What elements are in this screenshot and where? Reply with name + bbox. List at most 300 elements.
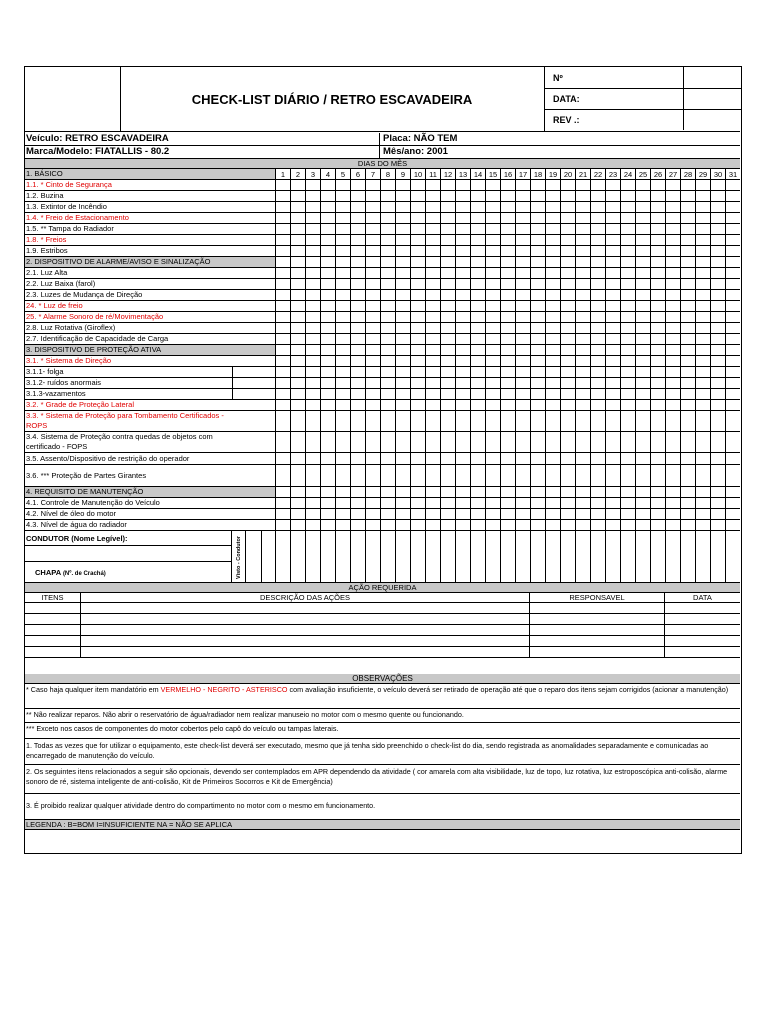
day-check-cell[interactable] xyxy=(380,378,395,388)
day-check-cell[interactable] xyxy=(725,498,740,508)
day-check-cell[interactable] xyxy=(635,213,650,223)
day-check-cell[interactable] xyxy=(635,334,650,344)
day-check-cell[interactable] xyxy=(620,290,635,300)
driver-signature-cell[interactable] xyxy=(455,531,470,582)
day-check-cell[interactable] xyxy=(650,257,665,267)
day-check-cell[interactable] xyxy=(680,356,695,366)
day-check-cell[interactable] xyxy=(365,367,380,377)
day-check-cell[interactable] xyxy=(470,191,485,201)
day-check-cell[interactable] xyxy=(710,235,725,245)
day-check-cell[interactable] xyxy=(275,345,290,355)
day-check-cell[interactable] xyxy=(365,400,380,410)
day-check-cell[interactable] xyxy=(350,356,365,366)
day-check-cell[interactable] xyxy=(545,389,560,399)
driver-signature-cell[interactable] xyxy=(425,531,440,582)
day-check-cell[interactable] xyxy=(380,509,395,519)
day-check-cell[interactable] xyxy=(620,246,635,256)
day-check-cell[interactable] xyxy=(470,290,485,300)
day-check-cell[interactable] xyxy=(560,356,575,366)
day-check-cell[interactable] xyxy=(575,389,590,399)
day-check-cell[interactable] xyxy=(680,235,695,245)
action-date-cell[interactable] xyxy=(664,603,740,614)
day-check-cell[interactable] xyxy=(665,290,680,300)
day-check-cell[interactable] xyxy=(710,279,725,289)
day-check-cell[interactable] xyxy=(485,520,500,530)
day-check-cell[interactable] xyxy=(335,498,350,508)
day-check-cell[interactable] xyxy=(485,367,500,377)
day-check-cell[interactable] xyxy=(485,290,500,300)
day-check-cell[interactable] xyxy=(605,367,620,377)
day-check-cell[interactable] xyxy=(665,520,680,530)
day-check-cell[interactable] xyxy=(440,453,455,464)
day-check-cell[interactable] xyxy=(620,301,635,311)
driver-signature-cell[interactable] xyxy=(470,531,485,582)
day-check-cell[interactable] xyxy=(590,246,605,256)
day-check-cell[interactable] xyxy=(710,487,725,497)
day-check-cell[interactable] xyxy=(305,180,320,190)
day-check-cell[interactable] xyxy=(515,301,530,311)
day-check-cell[interactable] xyxy=(650,334,665,344)
day-check-cell[interactable] xyxy=(665,312,680,322)
day-check-cell[interactable] xyxy=(395,389,410,399)
day-check-cell[interactable] xyxy=(335,257,350,267)
day-check-cell[interactable] xyxy=(380,345,395,355)
day-check-cell[interactable] xyxy=(290,323,305,333)
day-check-cell[interactable] xyxy=(335,279,350,289)
day-check-cell[interactable] xyxy=(380,356,395,366)
day-check-cell[interactable] xyxy=(275,268,290,278)
day-check-cell[interactable] xyxy=(665,268,680,278)
day-check-cell[interactable] xyxy=(725,520,740,530)
day-check-cell[interactable] xyxy=(620,202,635,212)
day-check-cell[interactable] xyxy=(410,202,425,212)
day-check-cell[interactable] xyxy=(410,389,425,399)
day-check-cell[interactable] xyxy=(440,213,455,223)
day-check-cell[interactable] xyxy=(455,246,470,256)
day-check-cell[interactable] xyxy=(410,334,425,344)
day-check-cell[interactable] xyxy=(485,268,500,278)
driver-signature-cell[interactable] xyxy=(620,531,635,582)
day-check-cell[interactable] xyxy=(395,411,410,431)
day-check-cell[interactable] xyxy=(470,334,485,344)
day-check-cell[interactable] xyxy=(485,432,500,452)
action-date-cell[interactable] xyxy=(664,625,740,636)
day-check-cell[interactable] xyxy=(680,224,695,234)
day-check-cell[interactable] xyxy=(350,312,365,322)
day-check-cell[interactable] xyxy=(560,279,575,289)
day-check-cell[interactable] xyxy=(440,202,455,212)
day-check-cell[interactable] xyxy=(320,356,335,366)
day-check-cell[interactable] xyxy=(350,224,365,234)
action-item-cell[interactable] xyxy=(25,625,80,636)
day-check-cell[interactable] xyxy=(425,345,440,355)
day-check-cell[interactable] xyxy=(635,400,650,410)
day-check-cell[interactable] xyxy=(485,345,500,355)
day-check-cell[interactable] xyxy=(680,453,695,464)
day-check-cell[interactable] xyxy=(725,334,740,344)
day-check-cell[interactable] xyxy=(665,498,680,508)
day-check-cell[interactable] xyxy=(545,224,560,234)
day-check-cell[interactable] xyxy=(410,224,425,234)
day-check-cell[interactable] xyxy=(650,378,665,388)
day-check-cell[interactable] xyxy=(425,213,440,223)
day-check-cell[interactable] xyxy=(590,323,605,333)
day-check-cell[interactable] xyxy=(665,400,680,410)
day-check-cell[interactable] xyxy=(725,246,740,256)
day-check-cell[interactable] xyxy=(350,411,365,431)
day-check-cell[interactable] xyxy=(470,235,485,245)
day-check-cell[interactable] xyxy=(575,312,590,322)
day-check-cell[interactable] xyxy=(335,432,350,452)
day-check-cell[interactable] xyxy=(425,268,440,278)
day-check-cell[interactable] xyxy=(605,356,620,366)
day-check-cell[interactable] xyxy=(590,411,605,431)
day-check-cell[interactable] xyxy=(395,487,410,497)
day-check-cell[interactable] xyxy=(500,290,515,300)
day-check-cell[interactable] xyxy=(530,312,545,322)
day-check-cell[interactable] xyxy=(380,257,395,267)
day-check-cell[interactable] xyxy=(290,180,305,190)
day-check-cell[interactable] xyxy=(590,432,605,452)
day-check-cell[interactable] xyxy=(635,180,650,190)
day-check-cell[interactable] xyxy=(680,290,695,300)
day-check-cell[interactable] xyxy=(650,235,665,245)
day-check-cell[interactable] xyxy=(515,400,530,410)
day-check-cell[interactable] xyxy=(365,323,380,333)
day-check-cell[interactable] xyxy=(425,520,440,530)
day-check-cell[interactable] xyxy=(425,279,440,289)
day-check-cell[interactable] xyxy=(665,191,680,201)
day-check-cell[interactable] xyxy=(560,520,575,530)
day-check-cell[interactable] xyxy=(410,453,425,464)
day-check-cell[interactable] xyxy=(395,235,410,245)
day-check-cell[interactable] xyxy=(425,411,440,431)
day-check-cell[interactable] xyxy=(695,453,710,464)
day-check-cell[interactable] xyxy=(275,279,290,289)
day-check-cell[interactable] xyxy=(290,312,305,322)
driver-signature-cell[interactable] xyxy=(335,531,350,582)
action-item-cell[interactable] xyxy=(25,647,80,658)
day-check-cell[interactable] xyxy=(725,356,740,366)
day-check-cell[interactable] xyxy=(275,453,290,464)
day-check-cell[interactable] xyxy=(350,367,365,377)
day-check-cell[interactable] xyxy=(320,432,335,452)
day-check-cell[interactable] xyxy=(650,213,665,223)
day-check-cell[interactable] xyxy=(320,509,335,519)
day-check-cell[interactable] xyxy=(275,290,290,300)
day-check-cell[interactable] xyxy=(365,509,380,519)
day-check-cell[interactable] xyxy=(710,378,725,388)
driver-signature-cell[interactable] xyxy=(395,531,410,582)
day-check-cell[interactable] xyxy=(275,367,290,377)
day-check-cell[interactable] xyxy=(500,345,515,355)
day-check-cell[interactable] xyxy=(710,301,725,311)
day-check-cell[interactable] xyxy=(425,334,440,344)
day-check-cell[interactable] xyxy=(425,378,440,388)
day-check-cell[interactable] xyxy=(695,290,710,300)
day-check-cell[interactable] xyxy=(365,290,380,300)
day-check-cell[interactable] xyxy=(515,180,530,190)
day-check-cell[interactable] xyxy=(425,400,440,410)
day-check-cell[interactable] xyxy=(500,356,515,366)
day-check-cell[interactable] xyxy=(695,301,710,311)
day-check-cell[interactable] xyxy=(305,453,320,464)
day-check-cell[interactable] xyxy=(650,367,665,377)
day-check-cell[interactable] xyxy=(560,378,575,388)
day-check-cell[interactable] xyxy=(665,334,680,344)
action-item-cell[interactable] xyxy=(25,614,80,625)
day-check-cell[interactable] xyxy=(725,213,740,223)
day-check-cell[interactable] xyxy=(725,180,740,190)
day-check-cell[interactable] xyxy=(635,520,650,530)
day-check-cell[interactable] xyxy=(530,180,545,190)
day-check-cell[interactable] xyxy=(665,411,680,431)
day-check-cell[interactable] xyxy=(515,432,530,452)
day-check-cell[interactable] xyxy=(680,257,695,267)
day-check-cell[interactable] xyxy=(605,213,620,223)
day-check-cell[interactable] xyxy=(530,487,545,497)
day-check-cell[interactable] xyxy=(455,290,470,300)
day-check-cell[interactable] xyxy=(335,411,350,431)
day-check-cell[interactable] xyxy=(365,432,380,452)
day-check-cell[interactable] xyxy=(350,301,365,311)
day-check-cell[interactable] xyxy=(365,235,380,245)
day-check-cell[interactable] xyxy=(290,411,305,431)
day-check-cell[interactable] xyxy=(275,323,290,333)
day-check-cell[interactable] xyxy=(275,509,290,519)
day-check-cell[interactable] xyxy=(410,411,425,431)
day-check-cell[interactable] xyxy=(275,202,290,212)
day-check-cell[interactable] xyxy=(590,290,605,300)
day-check-cell[interactable] xyxy=(695,279,710,289)
day-check-cell[interactable] xyxy=(440,246,455,256)
day-check-cell[interactable] xyxy=(290,191,305,201)
day-check-cell[interactable] xyxy=(455,400,470,410)
day-check-cell[interactable] xyxy=(560,180,575,190)
day-check-cell[interactable] xyxy=(680,279,695,289)
day-check-cell[interactable] xyxy=(410,323,425,333)
day-check-cell[interactable] xyxy=(305,202,320,212)
day-check-cell[interactable] xyxy=(455,312,470,322)
day-check-cell[interactable] xyxy=(680,411,695,431)
day-check-cell[interactable] xyxy=(635,411,650,431)
day-check-cell[interactable] xyxy=(305,257,320,267)
day-check-cell[interactable] xyxy=(680,378,695,388)
day-check-cell[interactable] xyxy=(725,312,740,322)
day-check-cell[interactable] xyxy=(305,334,320,344)
day-check-cell[interactable] xyxy=(680,498,695,508)
day-check-cell[interactable] xyxy=(320,400,335,410)
day-check-cell[interactable] xyxy=(590,180,605,190)
day-check-cell[interactable] xyxy=(320,411,335,431)
day-check-cell[interactable] xyxy=(365,246,380,256)
day-check-cell[interactable] xyxy=(395,323,410,333)
day-check-cell[interactable] xyxy=(305,224,320,234)
day-check-cell[interactable] xyxy=(440,334,455,344)
day-check-cell[interactable] xyxy=(470,180,485,190)
day-check-cell[interactable] xyxy=(320,180,335,190)
day-check-cell[interactable] xyxy=(725,487,740,497)
day-check-cell[interactable] xyxy=(590,235,605,245)
day-check-cell[interactable] xyxy=(725,432,740,452)
day-check-cell[interactable] xyxy=(410,378,425,388)
day-check-cell[interactable] xyxy=(500,432,515,452)
day-check-cell[interactable] xyxy=(320,498,335,508)
day-check-cell[interactable] xyxy=(695,520,710,530)
action-responsible-cell[interactable] xyxy=(529,636,664,647)
day-check-cell[interactable] xyxy=(575,453,590,464)
day-check-cell[interactable] xyxy=(395,509,410,519)
day-check-cell[interactable] xyxy=(515,213,530,223)
day-check-cell[interactable] xyxy=(485,191,500,201)
day-check-cell[interactable] xyxy=(425,389,440,399)
day-check-cell[interactable] xyxy=(410,487,425,497)
day-check-cell[interactable] xyxy=(275,356,290,366)
day-check-cell[interactable] xyxy=(395,290,410,300)
day-check-cell[interactable] xyxy=(545,465,560,486)
day-check-cell[interactable] xyxy=(635,345,650,355)
day-check-cell[interactable] xyxy=(620,312,635,322)
day-check-cell[interactable] xyxy=(470,312,485,322)
day-check-cell[interactable] xyxy=(500,520,515,530)
day-check-cell[interactable] xyxy=(650,290,665,300)
day-check-cell[interactable] xyxy=(335,246,350,256)
day-check-cell[interactable] xyxy=(470,400,485,410)
day-check-cell[interactable] xyxy=(560,432,575,452)
day-check-cell[interactable] xyxy=(575,180,590,190)
day-check-cell[interactable] xyxy=(380,268,395,278)
day-check-cell[interactable] xyxy=(515,279,530,289)
day-check-cell[interactable] xyxy=(380,367,395,377)
day-check-cell[interactable] xyxy=(485,180,500,190)
day-check-cell[interactable] xyxy=(425,301,440,311)
day-check-cell[interactable] xyxy=(500,323,515,333)
day-check-cell[interactable] xyxy=(305,465,320,486)
day-check-cell[interactable] xyxy=(725,509,740,519)
day-check-cell[interactable] xyxy=(305,312,320,322)
day-check-cell[interactable] xyxy=(590,334,605,344)
day-check-cell[interactable] xyxy=(575,235,590,245)
day-check-cell[interactable] xyxy=(350,520,365,530)
day-check-cell[interactable] xyxy=(635,290,650,300)
day-check-cell[interactable] xyxy=(605,268,620,278)
day-check-cell[interactable] xyxy=(365,453,380,464)
day-check-cell[interactable] xyxy=(530,520,545,530)
day-check-cell[interactable] xyxy=(695,400,710,410)
day-check-cell[interactable] xyxy=(485,323,500,333)
action-description-cell[interactable] xyxy=(80,636,529,647)
day-check-cell[interactable] xyxy=(365,411,380,431)
day-check-cell[interactable] xyxy=(680,520,695,530)
day-check-cell[interactable] xyxy=(320,224,335,234)
day-check-cell[interactable] xyxy=(560,312,575,322)
day-check-cell[interactable] xyxy=(500,268,515,278)
day-check-cell[interactable] xyxy=(500,180,515,190)
day-check-cell[interactable] xyxy=(635,279,650,289)
day-check-cell[interactable] xyxy=(275,334,290,344)
day-check-cell[interactable] xyxy=(650,389,665,399)
day-check-cell[interactable] xyxy=(290,246,305,256)
day-check-cell[interactable] xyxy=(620,411,635,431)
day-check-cell[interactable] xyxy=(560,246,575,256)
day-check-cell[interactable] xyxy=(530,378,545,388)
day-check-cell[interactable] xyxy=(605,432,620,452)
day-check-cell[interactable] xyxy=(620,367,635,377)
driver-signature-cell[interactable] xyxy=(605,531,620,582)
day-check-cell[interactable] xyxy=(305,345,320,355)
day-check-cell[interactable] xyxy=(515,356,530,366)
day-check-cell[interactable] xyxy=(275,312,290,322)
day-check-cell[interactable] xyxy=(335,268,350,278)
day-check-cell[interactable] xyxy=(380,246,395,256)
day-check-cell[interactable] xyxy=(425,356,440,366)
day-check-cell[interactable] xyxy=(365,279,380,289)
day-check-cell[interactable] xyxy=(560,389,575,399)
day-check-cell[interactable] xyxy=(590,224,605,234)
day-check-cell[interactable] xyxy=(605,378,620,388)
day-check-cell[interactable] xyxy=(605,301,620,311)
day-check-cell[interactable] xyxy=(425,257,440,267)
day-check-cell[interactable] xyxy=(650,191,665,201)
day-check-cell[interactable] xyxy=(380,323,395,333)
day-check-cell[interactable] xyxy=(305,279,320,289)
day-check-cell[interactable] xyxy=(605,465,620,486)
day-check-cell[interactable] xyxy=(275,378,290,388)
day-check-cell[interactable] xyxy=(575,246,590,256)
day-check-cell[interactable] xyxy=(455,323,470,333)
day-check-cell[interactable] xyxy=(320,246,335,256)
day-check-cell[interactable] xyxy=(590,191,605,201)
day-check-cell[interactable] xyxy=(305,487,320,497)
day-check-cell[interactable] xyxy=(485,279,500,289)
day-check-cell[interactable] xyxy=(545,202,560,212)
day-check-cell[interactable] xyxy=(365,191,380,201)
day-check-cell[interactable] xyxy=(530,246,545,256)
day-check-cell[interactable] xyxy=(410,235,425,245)
day-check-cell[interactable] xyxy=(275,520,290,530)
day-check-cell[interactable] xyxy=(395,191,410,201)
day-check-cell[interactable] xyxy=(620,356,635,366)
day-check-cell[interactable] xyxy=(410,432,425,452)
day-check-cell[interactable] xyxy=(680,400,695,410)
day-check-cell[interactable] xyxy=(290,334,305,344)
day-check-cell[interactable] xyxy=(320,312,335,322)
day-check-cell[interactable] xyxy=(425,509,440,519)
day-check-cell[interactable] xyxy=(620,235,635,245)
day-check-cell[interactable] xyxy=(440,509,455,519)
day-check-cell[interactable] xyxy=(410,191,425,201)
day-check-cell[interactable] xyxy=(725,257,740,267)
day-check-cell[interactable] xyxy=(575,202,590,212)
day-check-cell[interactable] xyxy=(395,202,410,212)
day-check-cell[interactable] xyxy=(575,290,590,300)
day-check-cell[interactable] xyxy=(695,268,710,278)
day-check-cell[interactable] xyxy=(485,301,500,311)
day-check-cell[interactable] xyxy=(590,301,605,311)
day-check-cell[interactable] xyxy=(335,235,350,245)
day-check-cell[interactable] xyxy=(530,465,545,486)
day-check-cell[interactable] xyxy=(470,224,485,234)
day-check-cell[interactable] xyxy=(620,509,635,519)
day-check-cell[interactable] xyxy=(530,202,545,212)
day-check-cell[interactable] xyxy=(590,400,605,410)
day-check-cell[interactable] xyxy=(650,202,665,212)
day-check-cell[interactable] xyxy=(620,487,635,497)
day-check-cell[interactable] xyxy=(290,389,305,399)
day-check-cell[interactable] xyxy=(695,465,710,486)
day-check-cell[interactable] xyxy=(455,411,470,431)
day-check-cell[interactable] xyxy=(320,334,335,344)
